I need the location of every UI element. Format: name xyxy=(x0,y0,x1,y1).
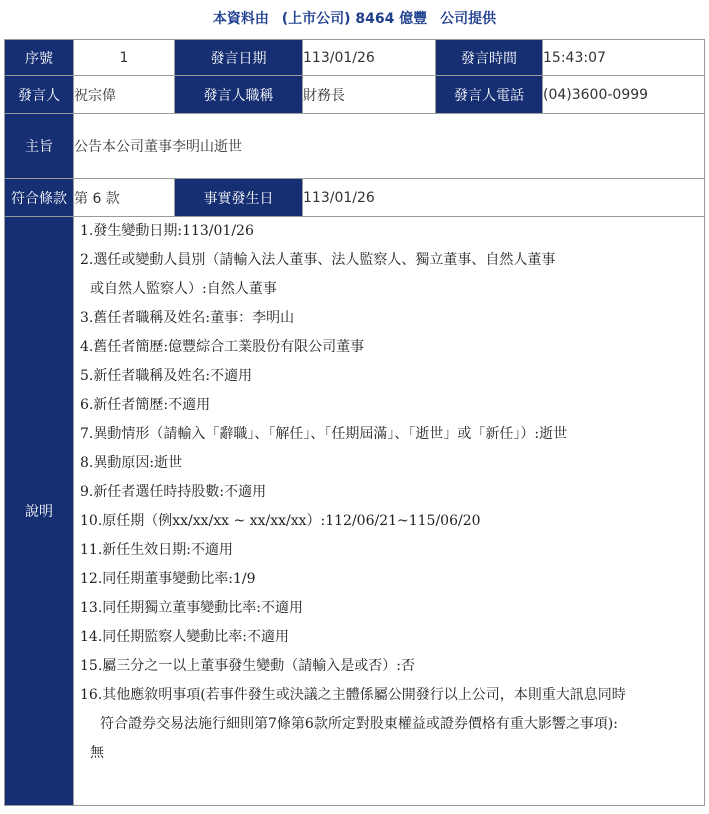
description-line: 無 xyxy=(90,745,104,761)
clause-value: 第 6 款 xyxy=(74,179,175,217)
header-suffix: 公司提供 xyxy=(440,11,497,27)
description-line: 3.舊任者職稱及姓名:董事：李明山 xyxy=(80,310,295,326)
description-line: 1.發生變動日期:113/01/26 xyxy=(80,223,254,239)
date-label: 發言日期 xyxy=(175,40,303,76)
description-line: 4.舊任者簡歷:億豐綜合工業股份有限公司董事 xyxy=(80,339,365,355)
description-line: 符合證券交易法施行細則第7條第6款所定對股東權益或證券價格有重大影響之事項): xyxy=(100,716,618,732)
description-line: 13.同任期獨立董事變動比率:不適用 xyxy=(80,600,303,616)
description-line: 8.異動原因:逝世 xyxy=(80,455,183,471)
speaker-label: 發言人 xyxy=(5,76,74,114)
row-speaker xyxy=(5,76,705,114)
speaker-title-label: 發言人職稱 xyxy=(175,76,303,114)
seq-value: 1 xyxy=(74,40,175,76)
row-seq-date-time xyxy=(5,40,705,76)
description-line: 5.新任者職稱及姓名:不適用 xyxy=(80,368,253,384)
description-line: 9.新任者選任時持股數:不適用 xyxy=(80,484,267,500)
fact-date-label: 事實發生日 xyxy=(175,179,303,217)
row-clause xyxy=(5,179,705,217)
description-line: 11.新任生效日期:不適用 xyxy=(80,542,233,558)
time-label: 發言時間 xyxy=(436,40,543,76)
speaker-value: 祝宗偉 xyxy=(74,76,175,114)
speaker-phone-value: (04)3600-0999 xyxy=(543,76,705,114)
announcement-table xyxy=(4,39,705,806)
description-line: 12.同任期董事變動比率:1/9 xyxy=(80,571,256,587)
subject-label: 主旨 xyxy=(5,114,74,179)
subject-value: 公告本公司董事李明山逝世 xyxy=(74,114,705,179)
header-prefix: 本資料由 xyxy=(212,11,269,27)
clause-label: 符合條款 xyxy=(5,179,74,217)
fact-date-value: 113/01/26 xyxy=(303,179,705,217)
header-company: (上市公司) 8464 億豐 xyxy=(281,11,428,27)
seq-label: 序號 xyxy=(5,40,74,76)
row-description xyxy=(5,217,705,806)
description-line: 7.異動情形（請輸入「辭職」、「解任」、「任期屆滿」、「逝世」或「新任」）:逝世 xyxy=(80,426,568,442)
row-subject xyxy=(5,114,705,179)
description-body xyxy=(74,217,705,806)
date-value: 113/01/26 xyxy=(303,40,436,76)
description-line: 10.原任期（例xx/xx/xx ~ xx/xx/xx）:112/06/21~115/06/20 xyxy=(80,513,481,529)
description-line: 15.屬三分之一以上董事發生變動（請輸入是或否）:否 xyxy=(80,658,415,674)
speaker-title-value: 財務長 xyxy=(303,76,436,114)
description-line: 或自然人監察人）:自然人董事 xyxy=(90,281,277,297)
page-header xyxy=(0,0,709,38)
description-line: 14.同任期監察人變動比率:不適用 xyxy=(80,629,289,645)
description-label: 說明 xyxy=(5,217,74,806)
description-line: 2.選任或變動人員別（請輸入法人董事、法人監察人、獨立董事、自然人董事 xyxy=(80,252,556,268)
time-value: 15:43:07 xyxy=(543,40,705,76)
description-line: 16.其他應敘明事項(若事件發生或決議之主體係屬公開發行以上公司，本則重大訊息同時 xyxy=(80,687,626,703)
speaker-phone-label: 發言人電話 xyxy=(436,76,543,114)
description-line: 6.新任者簡歷:不適用 xyxy=(80,397,211,413)
